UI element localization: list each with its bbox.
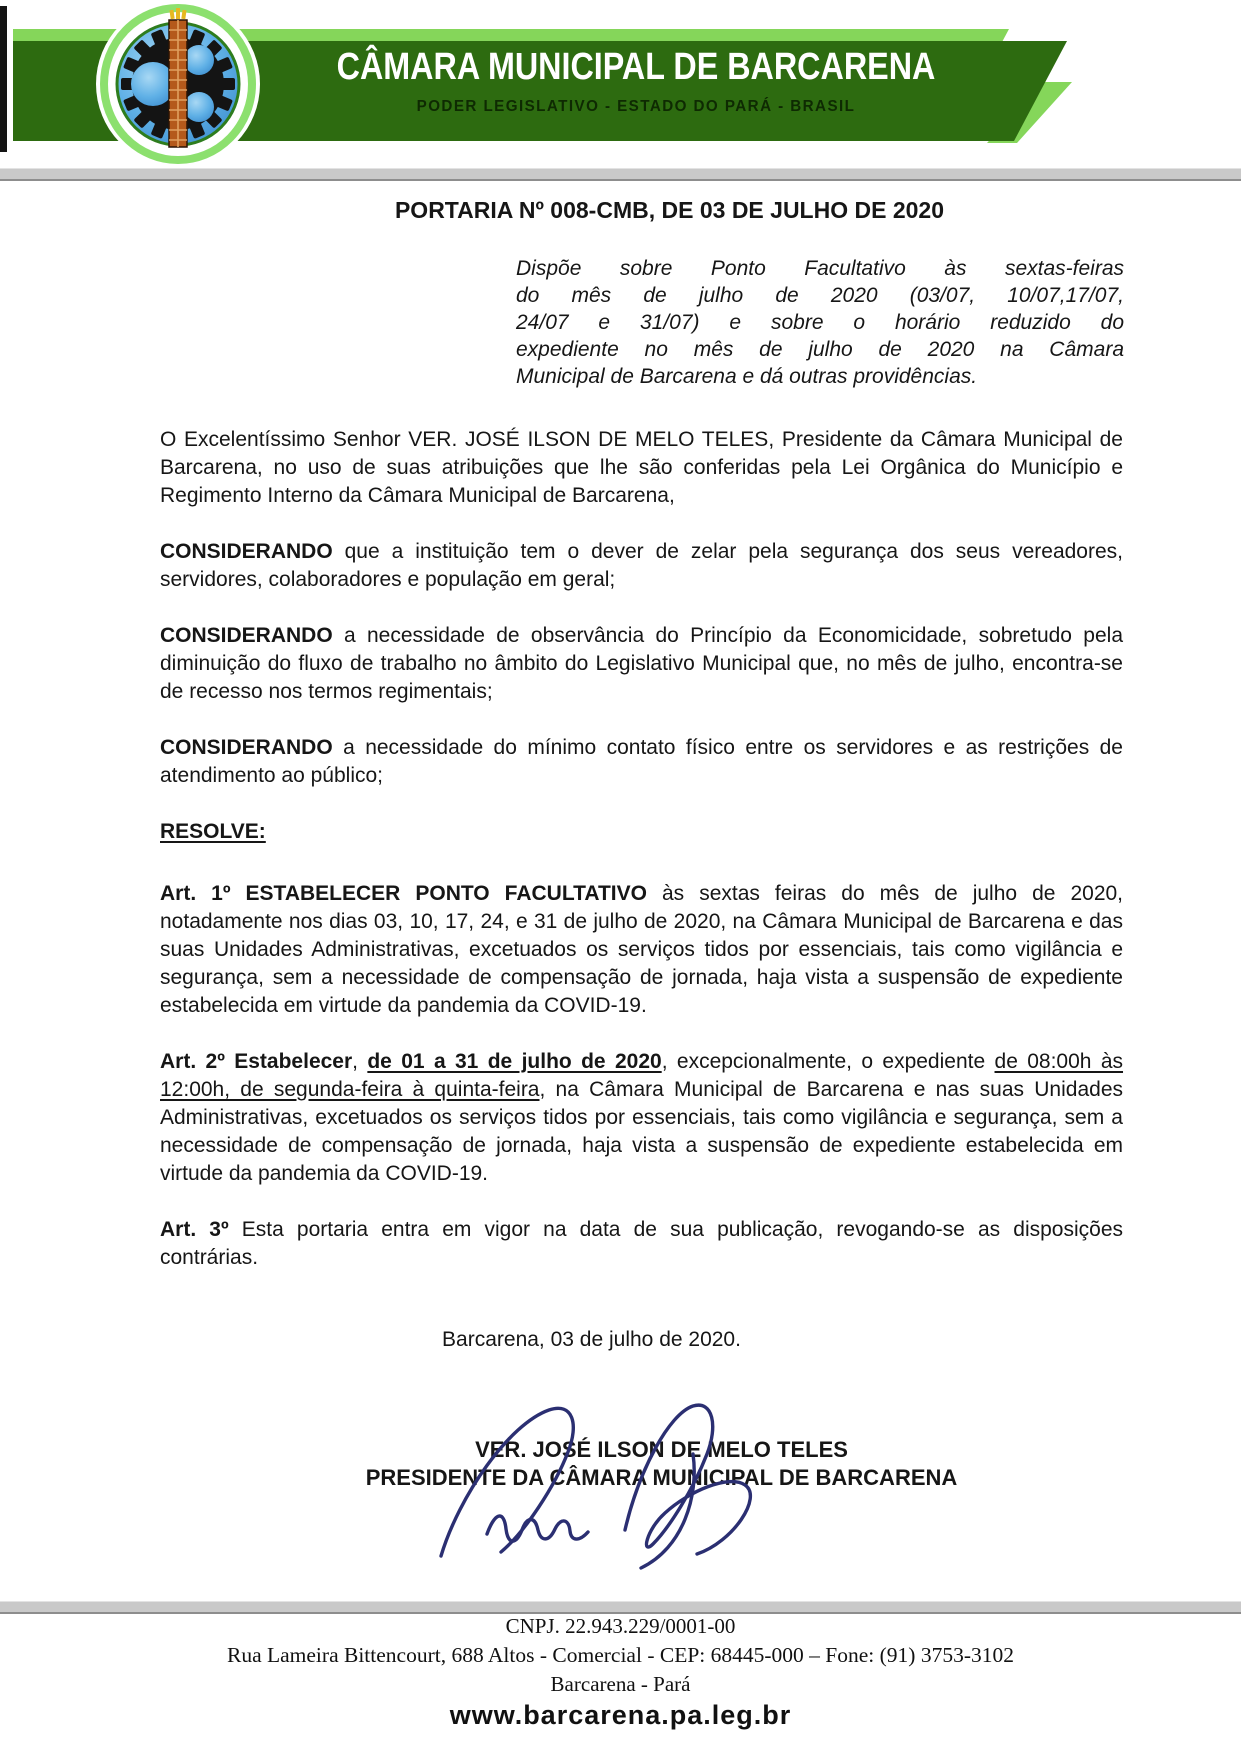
footer-cnpj: CNPJ. 22.943.229/0001-00	[505, 1614, 736, 1638]
paragraph-considerando-1: CONSIDERANDO que a instituição tem o dever de zelar pela segurança dos seus vereadores, servidores, colaboradores e população em geral;	[160, 540, 1123, 591]
document-body	[160, 181, 1123, 1492]
footer-separator-bar	[0, 1601, 1241, 1614]
paragraph-considerando-2: CONSIDERANDO a necessidade de observância do Princípio da Economicidade, sobretudo pela diminuição do fluxo de trabalho no âmbito do Legislativo Municipal que, no mês de julho, encontra-se de recesso nos termos regimentais;	[160, 624, 1123, 703]
paragraph-art-2: Art. 2º Estabelecer, de 01 a 31 de julho de 2020, excepcionalmente, o expediente de 08:00h às 12:00h, de segunda-feira à quinta-feira, na Câmara Municipal de Barcarena e nas suas Unidades Administrativas, excetuados os serviços tidos por essenciais, tais como vigilância e segurança, sem a necessidade de compensação de jornada, haja vista a suspensão de expediente estabelecida em virtude da pandemia da COVID-19.	[160, 1050, 1124, 1185]
paragraph-art-3: Art. 3º Esta portaria entra em vigor na data de sua publicação, revogando-se as disposições contrárias.	[160, 1218, 1123, 1269]
paragraph-resolve: RESOLVE:	[160, 820, 266, 843]
ementa-line: Municipal de Barcarena e dá outras providências.	[516, 365, 978, 388]
org-name: CÂMARA MUNICIPAL DE BARCARENA	[336, 46, 936, 88]
ementa-line: 24/07 e 31/07) e sobre o horário reduzido do	[516, 311, 1124, 334]
footer-website: www.barcarena.pa.leg.br	[449, 1700, 792, 1730]
signer-role: PRESIDENTE DA CÂMARA MUNICIPAL DE BARCARENA	[365, 1465, 958, 1490]
footer-city: Barcarena - Pará	[550, 1672, 691, 1696]
org-subtitle: PODER LEGISLATIVO - ESTADO DO PARÁ - BRASIL	[416, 98, 856, 115]
ementa-line: Dispõe sobre Ponto Facultativo às sextas-feiras	[516, 257, 1124, 280]
paragraph-art-1: Art. 1º ESTABELECER PONTO FACULTATIVO às sextas feiras do mês de julho de 2020, notadamente nos dias 03, 10, 17, 24, e 31 de julho de 2020, na Câmara Municipal de Barcarena e das suas Unidades Administrativas, excetuados os serviços tidos por essenciais, tais como vigilância e segurança, sem a necessidade de compensação de jornada, haja vista a suspensão de expediente estabelecida em virtude da pandemia da COVID-19.	[160, 882, 1124, 1017]
document-paragraphs	[160, 426, 1123, 1272]
chimney-icon	[169, 8, 187, 147]
document-title: PORTARIA Nº 008-CMB, DE 03 DE JULHO DE 2020	[394, 197, 945, 223]
paragraph-considerando-3: CONSIDERANDO a necessidade do mínimo contato físico entre os servidores e as restrições de atendimento ao público;	[160, 736, 1123, 787]
header-separator-bar	[0, 168, 1241, 181]
scan-edge-artifact	[0, 6, 7, 152]
footer-address: Rua Lameira Bittencourt, 688 Altos - Comercial - CEP: 68445-000 – Fone: (91) 3753-3102	[226, 1643, 1015, 1667]
signer-name: VER. JOSÉ ILSON DE MELO TELES	[475, 1437, 848, 1462]
paragraph-preamble: O Excelentíssimo Senhor VER. JOSÉ ILSON DE MELO TELES, Presidente da Câmara Municipal de Barcarena, no uso de suas atribuições que lhe são conferidas pela Lei Orgânica do Município e Regimento Interno da Câmara Municipal de Barcarena,	[160, 428, 1123, 507]
gear-chimney-emblem-icon	[95, 0, 261, 168]
date-line: Barcarena, 03 de julho de 2020.	[442, 1328, 741, 1351]
signature-block	[180, 1436, 1143, 1492]
ementa-summary	[516, 255, 1124, 390]
letterhead-titles	[280, 46, 992, 116]
ementa-line: expediente no mês de julho de 2020 na Câmara	[516, 338, 1124, 361]
letterhead-header	[0, 0, 1241, 170]
ementa-line: do mês de julho de 2020 (03/07, 10/07,17/07,	[516, 284, 1124, 307]
